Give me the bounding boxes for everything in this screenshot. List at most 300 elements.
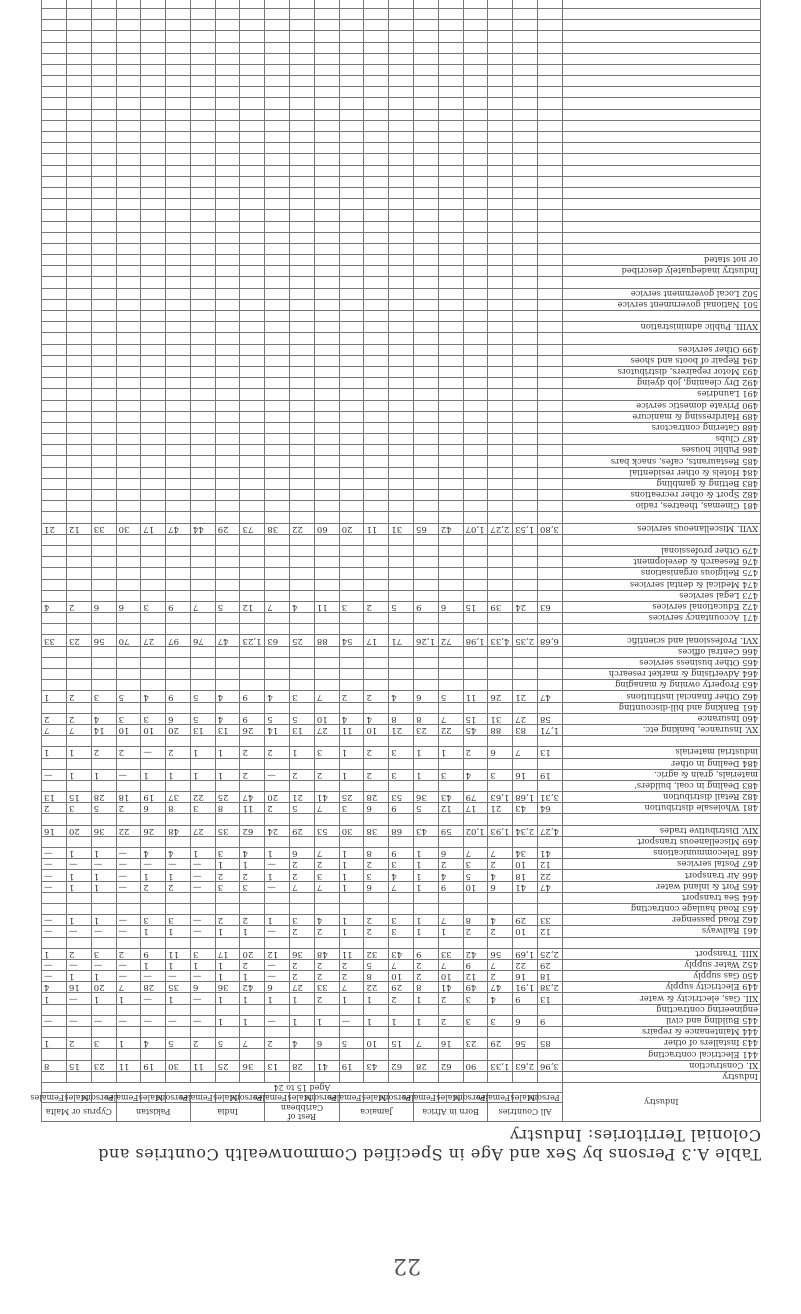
table-cell [339, 109, 364, 120]
table-cell [339, 780, 364, 791]
table-cell [215, 20, 240, 31]
table-cell [240, 154, 265, 165]
table-cell [488, 188, 513, 199]
table-cell [215, 904, 240, 915]
table-cell [66, 322, 91, 333]
table-cell [265, 176, 290, 187]
table-cell: 2 [463, 747, 488, 758]
table-cell: 1 [414, 915, 439, 926]
table-cell [463, 42, 488, 53]
table-cell [290, 311, 315, 322]
industry-label: 502 Local government service [562, 288, 760, 299]
table-cell [314, 98, 339, 109]
table-cell [240, 378, 265, 389]
table-cell [190, 892, 215, 903]
table-cell [42, 42, 67, 53]
table-cell [215, 288, 240, 299]
table-cell [438, 590, 463, 601]
table-cell [339, 400, 364, 411]
table-cell [116, 557, 141, 568]
table-cell: 12 [537, 859, 562, 870]
table-row [42, 1038, 761, 1049]
industry-label: 482 Retail distribution [562, 792, 760, 803]
table-cell: 3 [141, 713, 166, 724]
table-cell [389, 188, 414, 199]
table-cell: 3 [166, 915, 191, 926]
table-row [42, 400, 761, 411]
table-cell [513, 98, 538, 109]
table-cell [488, 0, 513, 9]
table-cell: 16 [513, 769, 538, 780]
table-cell [488, 1049, 513, 1060]
table-row [42, 959, 761, 970]
table-cell [488, 288, 513, 299]
table-cell [314, 389, 339, 400]
table-cell [314, 590, 339, 601]
sex-header: Females [265, 1093, 290, 1103]
table-cell: 3 [488, 1015, 513, 1026]
table-cell: — [42, 859, 67, 870]
table-cell [116, 0, 141, 9]
table-cell [513, 456, 538, 467]
table-cell [488, 400, 513, 411]
table-cell [364, 42, 389, 53]
table-cell: 1 [414, 881, 439, 892]
table-cell [240, 1027, 265, 1038]
table-cell [190, 501, 215, 512]
table-cell [141, 31, 166, 42]
table-cell: 6 [166, 713, 191, 724]
table-cell [91, 467, 116, 478]
table-cell [141, 176, 166, 187]
table-cell [488, 9, 513, 20]
table-cell [91, 199, 116, 210]
table-cell: 29 [488, 1038, 513, 1049]
table-cell [265, 132, 290, 143]
table-cell [389, 657, 414, 668]
table-cell: 7 [389, 881, 414, 892]
table-cell [314, 367, 339, 378]
table-cell [389, 501, 414, 512]
table-cell [166, 344, 191, 355]
table-cell: 2 [265, 803, 290, 814]
table-cell [42, 311, 67, 322]
table-cell [389, 624, 414, 635]
table-cell: 54 [339, 635, 364, 646]
table-cell [240, 210, 265, 221]
table-cell [116, 389, 141, 400]
table-cell [314, 266, 339, 277]
table-cell [141, 400, 166, 411]
table-cell [463, 266, 488, 277]
table-cell [414, 780, 439, 791]
table-cell: 2 [488, 859, 513, 870]
table-cell [463, 568, 488, 579]
table-cell [314, 557, 339, 568]
table-cell [463, 1071, 488, 1082]
table-cell [190, 624, 215, 635]
table-cell [314, 478, 339, 489]
table-cell: 2 [364, 601, 389, 612]
table-cell: 1 [364, 993, 389, 1004]
table-cell [42, 445, 67, 456]
table-cell: 47 [215, 635, 240, 646]
table-cell [141, 568, 166, 579]
table-cell [537, 176, 562, 187]
table-row [42, 255, 761, 266]
table-cell [537, 646, 562, 657]
table-cell [389, 568, 414, 579]
table-cell [42, 657, 67, 668]
table-cell [314, 42, 339, 53]
table-cell: 3 [438, 769, 463, 780]
table-cell: 48 [314, 948, 339, 959]
table-cell [389, 422, 414, 433]
table-cell [438, 490, 463, 501]
table-cell [488, 445, 513, 456]
table-cell: 2 [364, 691, 389, 702]
table-cell: 25 [339, 792, 364, 803]
industry-label [562, 132, 760, 143]
table-cell: — [42, 870, 67, 881]
table-cell: — [42, 881, 67, 892]
table-cell [116, 333, 141, 344]
table-cell [463, 400, 488, 411]
table-cell [414, 445, 439, 456]
table-cell [290, 1049, 315, 1060]
table-cell [265, 1049, 290, 1060]
table-cell [314, 568, 339, 579]
table-cell [389, 400, 414, 411]
table-cell: 1,71 [537, 725, 562, 736]
table-cell [141, 243, 166, 254]
table-cell [91, 1027, 116, 1038]
table-cell [240, 546, 265, 557]
table-cell: 1,02 [463, 825, 488, 836]
table-cell [488, 657, 513, 668]
table-cell [290, 109, 315, 120]
table-cell [190, 646, 215, 657]
table-cell [463, 0, 488, 9]
table-cell [537, 814, 562, 825]
table-cell [166, 657, 191, 668]
table-cell: 4 [215, 691, 240, 702]
table-cell [364, 736, 389, 747]
table-cell [314, 892, 339, 903]
table-cell [141, 613, 166, 624]
table-cell: 13 [215, 725, 240, 736]
age-header: Aged 15 to 24 [42, 1083, 563, 1093]
table-cell: 4 [463, 769, 488, 780]
table-cell [215, 367, 240, 378]
table-cell [463, 434, 488, 445]
table-cell [414, 814, 439, 825]
table-cell [265, 669, 290, 680]
table-cell [537, 400, 562, 411]
table-cell [389, 814, 414, 825]
table-cell [290, 445, 315, 456]
table-cell [513, 434, 538, 445]
table-cell [513, 814, 538, 825]
table-cell [513, 624, 538, 635]
table-cell [314, 31, 339, 42]
table-cell: 2 [66, 948, 91, 959]
table-cell [488, 109, 513, 120]
industry-label [562, 31, 760, 42]
table-cell [215, 758, 240, 769]
table-cell [42, 143, 67, 154]
table-cell [339, 624, 364, 635]
table-cell [463, 87, 488, 98]
industry-label [562, 937, 760, 948]
table-cell [166, 221, 191, 232]
table-cell [314, 1071, 339, 1082]
table-cell [414, 210, 439, 221]
table-cell [537, 1004, 562, 1015]
table-cell [141, 288, 166, 299]
table-cell [66, 199, 91, 210]
table-cell [488, 590, 513, 601]
table-cell: 1 [414, 769, 439, 780]
table-cell [290, 120, 315, 131]
table-cell [389, 546, 414, 557]
table-cell [66, 31, 91, 42]
table-cell [537, 154, 562, 165]
table-cell [389, 1027, 414, 1038]
table-cell [513, 1049, 538, 1060]
table-cell [66, 20, 91, 31]
table-cell [91, 702, 116, 713]
table-cell [488, 232, 513, 243]
table-cell: 30 [339, 825, 364, 836]
table-cell [463, 467, 488, 478]
table-cell [215, 87, 240, 98]
table-cell [290, 579, 315, 590]
table-cell [438, 1049, 463, 1060]
table-cell [314, 411, 339, 422]
table-cell [414, 904, 439, 915]
table-cell: 27 [290, 982, 315, 993]
table-cell [339, 165, 364, 176]
table-cell [66, 98, 91, 109]
table-cell [190, 434, 215, 445]
table-cell [240, 501, 265, 512]
sex-header: Males [66, 1093, 91, 1103]
table-cell [91, 613, 116, 624]
table-cell [141, 736, 166, 747]
table-cell [414, 646, 439, 657]
table-cell [42, 624, 67, 635]
table-cell [488, 534, 513, 545]
industry-label: 482 Sport & other recreations [562, 490, 760, 501]
table-cell [438, 176, 463, 187]
table-cell: 62 [438, 1060, 463, 1071]
table-cell [66, 120, 91, 131]
table-cell [438, 434, 463, 445]
table-cell [91, 232, 116, 243]
industry-label: 466 Central offices [562, 646, 760, 657]
table-cell [42, 9, 67, 20]
table-cell [314, 53, 339, 64]
table-cell: 2 [414, 971, 439, 982]
table-cell [364, 232, 389, 243]
table-cell [215, 534, 240, 545]
table-cell: 62 [389, 1060, 414, 1071]
table-cell [513, 210, 538, 221]
table-cell [414, 434, 439, 445]
table-cell [463, 758, 488, 769]
table-cell [339, 143, 364, 154]
table-cell: 13 [537, 747, 562, 758]
table-cell [116, 646, 141, 657]
table-row [42, 9, 761, 20]
table-cell [240, 322, 265, 333]
table-cell: 4 [488, 993, 513, 1004]
table-cell: 3 [314, 870, 339, 881]
table-cell: 7 [438, 915, 463, 926]
table-cell: 3,96 [537, 1060, 562, 1071]
industry-label: 461 Railways [562, 926, 760, 937]
table-cell [537, 1049, 562, 1060]
table-cell: 1 [42, 747, 67, 758]
table-cell: 56 [488, 948, 513, 959]
table-cell: 9 [389, 848, 414, 859]
table-cell [116, 53, 141, 64]
table-cell [389, 288, 414, 299]
table-cell [116, 814, 141, 825]
table-cell [265, 467, 290, 478]
table-cell [414, 87, 439, 98]
table-cell: 18 [537, 971, 562, 982]
industry-label: 488 Catering contractors [562, 422, 760, 433]
table-cell: 6 [488, 747, 513, 758]
table-cell [290, 176, 315, 187]
table-cell: 19 [339, 1060, 364, 1071]
table-row [42, 266, 761, 277]
table-cell [513, 188, 538, 199]
table-cell: 1 [91, 881, 116, 892]
table-cell: 12 [438, 803, 463, 814]
table-row [42, 355, 761, 366]
table-cell [488, 333, 513, 344]
table-cell: 3 [389, 747, 414, 758]
table-cell: 2 [290, 769, 315, 780]
table-cell [389, 557, 414, 568]
table-cell: 31 [389, 523, 414, 534]
table-cell [438, 1027, 463, 1038]
table-cell: 11 [339, 725, 364, 736]
table-cell [290, 669, 315, 680]
table-cell [116, 20, 141, 31]
table-cell [190, 221, 215, 232]
table-cell: 5 [364, 959, 389, 970]
table-cell [141, 221, 166, 232]
table-cell: 1 [339, 747, 364, 758]
table-cell [215, 937, 240, 948]
table-cell [42, 20, 67, 31]
table-cell: 1 [66, 747, 91, 758]
table-cell [290, 501, 315, 512]
table-cell: 9 [438, 881, 463, 892]
table-cell: 3 [215, 848, 240, 859]
table-cell [265, 64, 290, 75]
table-cell [42, 288, 67, 299]
table-cell: 2 [438, 1015, 463, 1026]
table-cell [42, 590, 67, 601]
table-cell: 2 [66, 713, 91, 724]
table-cell: 5 [166, 1038, 191, 1049]
table-cell: 2 [166, 747, 191, 758]
table-cell [463, 680, 488, 691]
table-cell [190, 143, 215, 154]
table-cell [438, 836, 463, 847]
table-cell [463, 378, 488, 389]
table-cell [141, 512, 166, 523]
table-cell [116, 288, 141, 299]
table-cell [190, 937, 215, 948]
table-cell [513, 490, 538, 501]
table-cell [463, 624, 488, 635]
table-cell: 41 [537, 848, 562, 859]
table-cell [116, 568, 141, 579]
table-cell [265, 501, 290, 512]
table-cell: — [66, 859, 91, 870]
table-cell [414, 702, 439, 713]
table-cell [91, 680, 116, 691]
table-cell [314, 501, 339, 512]
table-cell [116, 758, 141, 769]
table-cell [339, 53, 364, 64]
table-cell [166, 836, 191, 847]
table-cell [463, 255, 488, 266]
table-cell [215, 736, 240, 747]
table-row [42, 478, 761, 489]
table-cell [438, 53, 463, 64]
table-cell [537, 534, 562, 545]
table-cell: — [42, 848, 67, 859]
table-cell [215, 445, 240, 456]
table-cell [141, 478, 166, 489]
table-cell [290, 1027, 315, 1038]
table-cell [463, 322, 488, 333]
table-cell: 97 [166, 635, 191, 646]
table-cell [438, 132, 463, 143]
table-cell: 22 [537, 870, 562, 881]
table-cell: 3 [389, 926, 414, 937]
table-cell: 7 [116, 982, 141, 993]
table-cell [513, 76, 538, 87]
table-cell: 15 [389, 1038, 414, 1049]
table-row [42, 87, 761, 98]
table-cell [463, 232, 488, 243]
table-cell: 1 [116, 1038, 141, 1049]
table-cell [116, 624, 141, 635]
table-cell [190, 669, 215, 680]
table-cell [389, 221, 414, 232]
table-cell [513, 937, 538, 948]
table-cell [215, 478, 240, 489]
table-cell: 28 [91, 792, 116, 803]
table-cell [215, 98, 240, 109]
table-cell [463, 657, 488, 668]
table-cell: 4 [339, 713, 364, 724]
table-cell [215, 255, 240, 266]
table-cell [42, 568, 67, 579]
table-cell [66, 501, 91, 512]
table-cell [438, 512, 463, 523]
table-cell [66, 132, 91, 143]
table-cell [91, 266, 116, 277]
